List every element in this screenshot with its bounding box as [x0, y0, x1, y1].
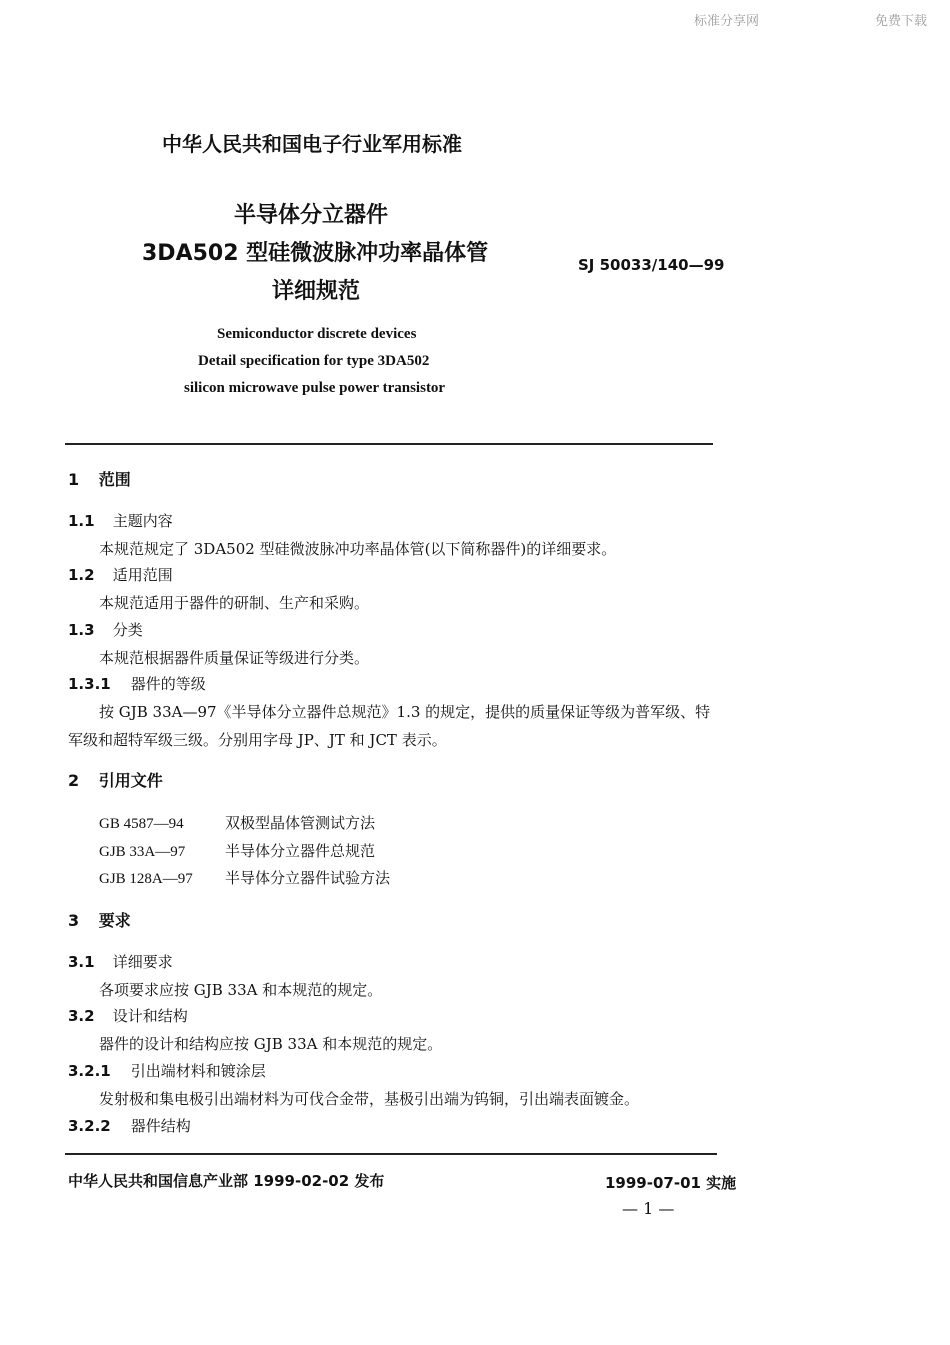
- section-1-3-1-text-line2: 军级和超特军级三级。分别用字母 JP、JT 和 JCT 表示。: [68, 731, 447, 749]
- reference-code: GB 4587—94: [99, 816, 184, 832]
- issuer-line: 中华人民共和国信息产业部 1999-02-02 发布: [68, 1172, 385, 1190]
- section-2-heading: [68, 768, 163, 791]
- footer-divider: [65, 1153, 717, 1155]
- section-1-number: 1: [68, 470, 80, 489]
- section-3-number: 3: [68, 911, 80, 930]
- title-en-line2: Detail specification for type 3DA502: [198, 353, 430, 369]
- section-1-2-text: 本规范适用于器件的研制、生产和采购。: [99, 594, 370, 612]
- reference-row: [99, 867, 390, 888]
- section-1-1-text: 本规范规定了 3DA502 型硅微波脉冲功率晶体管(以下简称器件)的详细要求。: [99, 540, 617, 558]
- section-1-2-title: 适用范围: [112, 566, 173, 584]
- section-3-1-text: 各项要求应按 GJB 33A 和本规范的规定。: [99, 981, 383, 999]
- section-1-3-1-heading: [68, 673, 206, 694]
- section-3-title: 要求: [98, 911, 131, 930]
- reference-code: GJB 128A—97: [99, 871, 193, 887]
- section-1-3-1-title: 器件的等级: [130, 675, 206, 693]
- section-1-3-text: 本规范根据器件质量保证等级进行分类。: [99, 649, 370, 667]
- section-3-2-1-number: 3.2.1: [68, 1062, 111, 1080]
- section-2-number: 2: [68, 771, 80, 790]
- reference-row: [99, 812, 375, 833]
- section-3-2-1-text: 发射极和集电极引出端材料为可伐合金带，基极引出端为钨铜，引出端表面镀金。: [99, 1090, 640, 1108]
- title-cn-line1: 半导体分立器件: [234, 203, 389, 228]
- section-3-2-1-title: 引出端材料和镀涂层: [130, 1062, 266, 1080]
- section-3-heading: [68, 908, 131, 931]
- section-1-2-heading: [68, 564, 173, 585]
- section-1-3-number: 1.3: [68, 621, 95, 639]
- title-en-line1: Semiconductor discrete devices: [217, 326, 417, 342]
- section-1-heading: [68, 467, 131, 490]
- section-1-1-title: 主题内容: [112, 512, 173, 530]
- section-3-2-text: 器件的设计和结构应按 GJB 33A 和本规范的规定。: [99, 1035, 443, 1053]
- section-1-3-heading: [68, 619, 143, 640]
- effective-date: 1999-07-01 实施: [605, 1174, 737, 1192]
- standard-org-header: 中华人民共和国电子行业军用标准: [162, 132, 462, 156]
- section-3-2-1-heading: [68, 1060, 266, 1081]
- section-3-2-2-number: 3.2.2: [68, 1117, 111, 1135]
- section-1-2-number: 1.2: [68, 566, 95, 584]
- section-1-3-1-number: 1.3.1: [68, 675, 111, 693]
- page-number: — 1 —: [622, 1199, 675, 1218]
- standard-code: SJ 50033/140—99: [578, 256, 725, 274]
- section-2-title: 引用文件: [98, 771, 163, 790]
- section-3-2-heading: [68, 1005, 188, 1026]
- section-1-3-title: 分类: [112, 621, 143, 639]
- section-3-1-heading: [68, 951, 173, 972]
- section-1-1-heading: [68, 510, 173, 531]
- section-3-1-title: 详细要求: [112, 953, 173, 971]
- title-cn-line2: 3DA502 型硅微波脉冲功率晶体管: [142, 241, 489, 266]
- section-3-2-title: 设计和结构: [112, 1007, 188, 1025]
- reference-code: GJB 33A—97: [99, 844, 186, 860]
- reference-name: 半导体分立器件总规范: [225, 842, 376, 860]
- section-1-1-number: 1.1: [68, 512, 95, 530]
- section-3-2-number: 3.2: [68, 1007, 95, 1025]
- watermark-left: 标准分享网: [694, 14, 760, 29]
- reference-row: [99, 840, 375, 861]
- section-3-2-2-heading: [68, 1115, 191, 1136]
- section-1-3-1-text-line1: 按 GJB 33A—97《半导体分立器件总规范》1.3 的规定，提供的质量保证等级为普军级、特: [99, 703, 711, 721]
- section-1-title: 范围: [98, 470, 131, 489]
- watermark-right: 免费下载: [875, 14, 928, 29]
- title-cn-line3: 详细规范: [272, 279, 361, 304]
- section-3-2-2-title: 器件结构: [130, 1117, 191, 1135]
- reference-name: 双极型晶体管测试方法: [225, 814, 376, 832]
- title-divider: [65, 443, 713, 445]
- section-3-1-number: 3.1: [68, 953, 95, 971]
- title-en-line3: silicon microwave pulse power transistor: [184, 380, 446, 396]
- reference-name: 半导体分立器件试验方法: [225, 869, 391, 887]
